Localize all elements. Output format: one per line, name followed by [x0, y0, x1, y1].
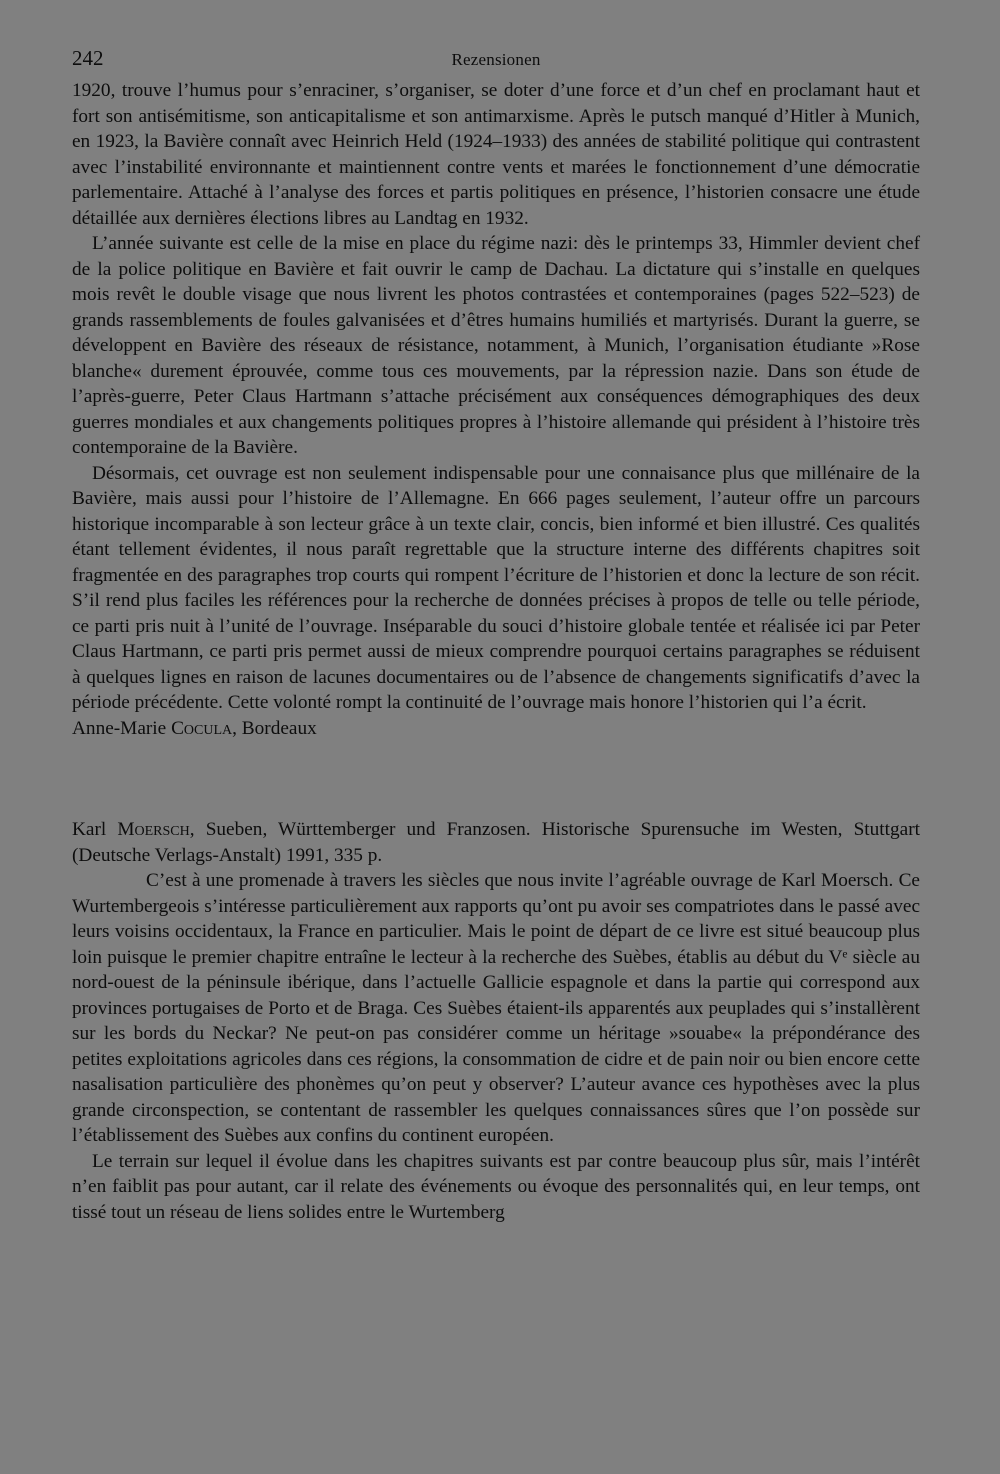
running-head: [72, 46, 920, 78]
page: [72, 46, 920, 1225]
review-cocula: [72, 78, 920, 741]
reviewer-first-name: Anne-Marie: [72, 717, 167, 739]
reviewer-signature: [72, 716, 920, 742]
paragraph: 1920, trouve l’humus pour s’enraciner, s’organiser, se doter d’une force et d’un chef en proclamant haut et fort son antisémitisme, son anticapitalisme et son antimarxisme. Après le putsch manqué d’Hitler à Munich, en 1923, la Bavière connaît avec Heinrich Held (1924–1933) des années de stabilité politique qui contrastent avec l’instabilité environnante et maintiennent contre vents et marées le fonctionnement d’une démocratie parlementaire. Attaché à l’analyse des forces et partis politiques en présence, l’historien consacre une étude détaillée aux dernières élections libres au Landtag en 1932.: [72, 80, 920, 229]
page-number: 242: [72, 46, 104, 70]
book-citation: [72, 817, 920, 868]
book-details: , Sueben, Württemberger und Franzosen. Historische Spurensuche im Westen, Stuttgart (Deutsche Verlags-Anstalt) 1991, 335 p.: [72, 819, 920, 866]
paragraph: L’année suivante est celle de la mise en place du régime nazi: dès le printemps 33, Himmler devient chef de la police politique en Bavière et fait ouvrir le camp de Dachau. La dictature qui s’installe en quelques mois revêt le double visage que nous livrent les photos contrastées et contemporaines (pages 522–523) de grands rassemblements de foules galvanisées et d’êtres humains humiliés et martyrisés. Durant la guerre, se développent en Bavière des réseaux de résistance, notamment, à Munich, l’organisation étudiante »Rose blanche« durement éprouvée, comme tous ces mouvements, par la répression nazie. Dans son étude de l’après-guerre, Peter Claus Hartmann s’attache précisément aux conséquences démographiques des deux guerres mondiales et aux changements politiques propres à l’histoire allemande qui président à l’histoire très contemporaine de la Bavière.: [72, 233, 920, 458]
review-moersch: [72, 817, 920, 1225]
paragraph: Désormais, cet ouvrage est non seulement indispensable pour une connaisance plus que millénaire de la Bavière, mais aussi pour l’histoire de l’Allemagne. En 666 pages seulement, l’auteur offre un parcours historique incomparable à son lecteur grâce à un texte clair, concis, bien informé et bien illustré. Ces qualités étant tellement évidentes, il nous paraît regrettable que la structure interne des différents chapitres soit fragmentée en des paragraphes trop courts qui rompent l’écriture de l’historien et donc la lecture de son récit. S’il rend plus faciles les références pour la recherche de données précises à propos de telle ou telle période, ce parti pris nuit à l’unité de l’ouvrage. Inséparable du souci d’histoire globale tentée et réalisée ici par Peter Claus Hartmann, ce parti pris permet aussi de mieux comprendre pourquoi certains paragraphes se réduisent à quelques lignes en raison de lacunes documentaires ou de l’absence de changements significatifs d’avec la période précédente. Cette volonté rompt la continuité de l’ouvrage mais honore l’historien qui l’a écrit.: [72, 462, 920, 713]
section-spacer: [72, 741, 920, 817]
paragraph: Le terrain sur lequel il évolue dans les chapitres suivants est par contre beaucoup plus sûr, mais l’intérêt n’en faiblit pas pour autant, car il relate des événements ou évoque des personnalités qui, en leur temps, ont tissé tout un réseau de liens solides entre le Wurtemberg: [72, 1150, 920, 1223]
book-author-surname: Moersch: [117, 819, 190, 840]
book-author-first: Karl: [72, 819, 107, 840]
reviewer-place: , Bordeaux: [232, 717, 317, 739]
section-title: Rezensionen: [451, 50, 541, 69]
paragraph: C’est à une promenade à travers les siècles que nous invite l’agréable ouvrage de Karl Moersch. Ce Wurtembergeois s’intéresse particulièrement aux rapports qu’ont pu avoir ses compatriotes dans le passé avec leurs voisins occidentaux, la France en particulier. Mais le point de départ de ce livre est situé beaucoup plus loin puisque le premier chapitre entraîne le lecteur à la recherche des Suèbes, établis au début du Vᵉ siècle au nord-ouest de la péninsule ibérique, dans l’actuelle Gallicie espagnole et dans la partie qui correspond aux provinces portugaises de Porto et de Braga. Ces Suèbes étaient-ils apparentés aux peuplades qui s’installèrent sur les bords du Neckar? Ne peut-on pas considérer comme un héritage »souabe« la prépondérance des petites exploitations agricoles dans ces régions, la consommation de cidre et de pain noir ou bien encore cette nasalisation particulière des phonèmes qu’on peut y observer? L’auteur avance ces hypothèses avec la plus grande circonspection, se contentant de rassembler les quelques connaissances sûres que l’on possède sur l’établissement des Suèbes aux confins du continent européen.: [72, 870, 920, 1146]
reviewer-surname: Cocula: [171, 717, 233, 739]
